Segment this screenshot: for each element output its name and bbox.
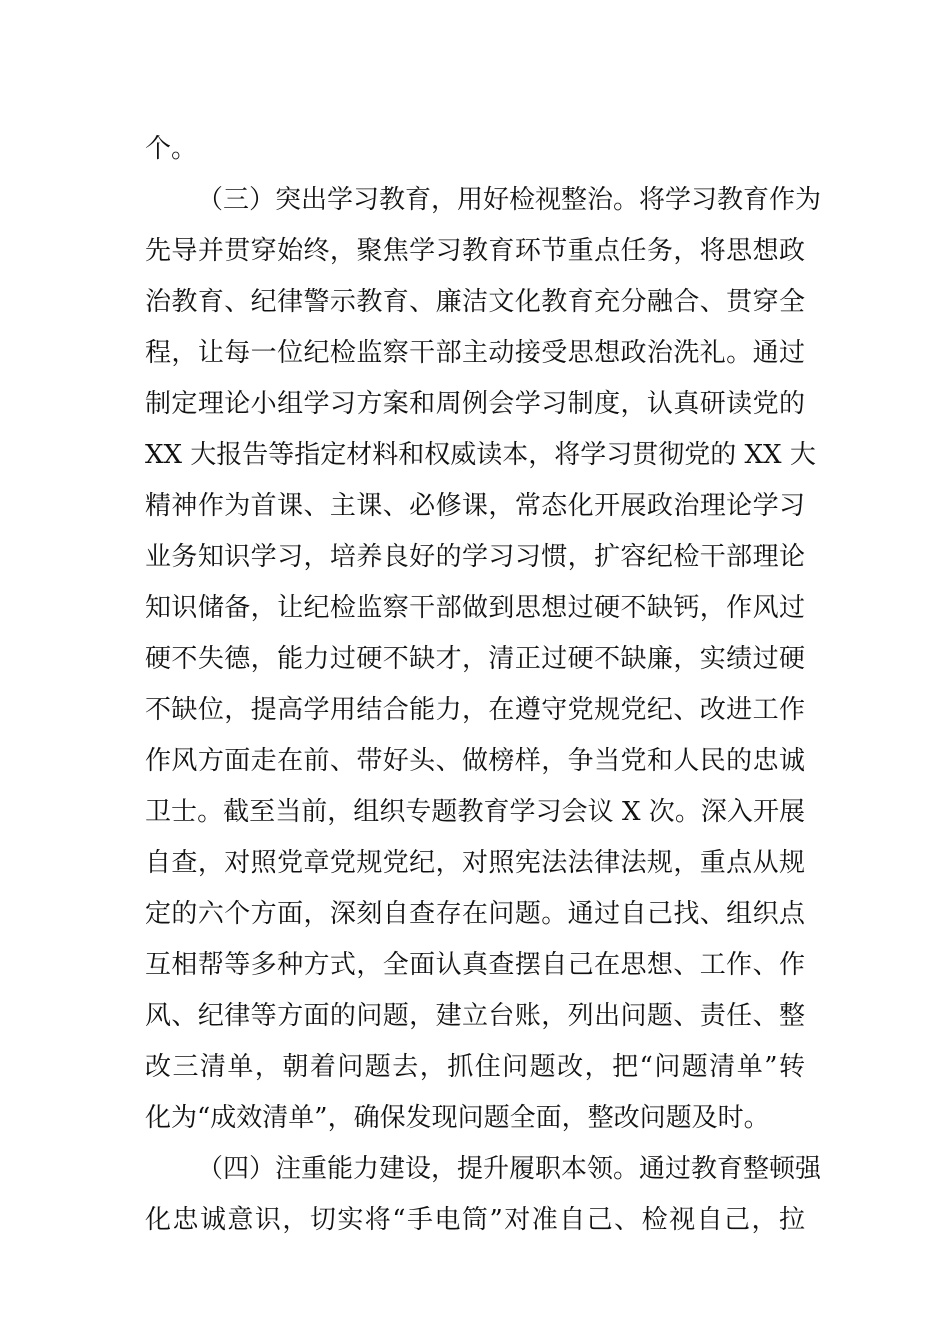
text-line: 互相帮等多种方式，全面认真查摆自己在思想、工作、作	[145, 950, 805, 980]
text-line: 知识储备，让纪检监察干部做到思想过硬不缺钙，作风过	[145, 593, 805, 623]
text-line: 个。	[145, 134, 198, 164]
text-line: 化忠诚意识，切实将“手电筒”对准自己、检视自己，拉	[145, 1205, 805, 1235]
text-line: 定的六个方面，深刻自查存在问题。通过自己找、组织点	[145, 899, 805, 929]
text-line: 化为“成效清单”，确保发现问题全面，整改问题及时。	[145, 1103, 770, 1133]
section-heading-line: （三）突出学习教育，用好检视整治。将学习教育作为	[197, 185, 822, 215]
text-line: 制定理论小组学习方案和周例会学习制度，认真研读党的	[145, 389, 805, 419]
text-line: 自查，对照党章党规党纪，对照宪法法律法规，重点从规	[145, 848, 805, 878]
text-line: 作风方面走在前、带好头、做榜样，争当党和人民的忠诚	[145, 746, 805, 776]
text-line: 治教育、纪律警示教育、廉洁文化教育充分融合、贯穿全	[145, 287, 805, 317]
text-line: 卫士。截至当前，组织专题教育学习会议 X 次。深入开展	[145, 797, 805, 827]
text-line: 不缺位，提高学用结合能力，在遵守党规党纪、改进工作	[145, 695, 805, 725]
text-line: 业务知识学习，培养良好的学习习惯，扩容纪检干部理论	[145, 542, 805, 572]
text-line: 精神作为首课、主课、必修课，常态化开展政治理论学习	[145, 491, 805, 521]
text-line: 改三清单，朝着问题去，抓住问题改，把“问题清单”转	[145, 1052, 805, 1082]
text-line: XX 大报告等指定材料和权威读本，将学习贯彻党的 XX 大	[145, 440, 816, 470]
section-heading-line: （四）注重能力建设，提升履职本领。通过教育整顿强	[197, 1154, 822, 1184]
text-line: 程，让每一位纪检监察干部主动接受思想政治洗礼。通过	[145, 338, 805, 368]
text-line: 先导并贯穿始终，聚焦学习教育环节重点任务，将思想政	[145, 236, 805, 266]
text-line: 风、纪律等方面的问题，建立台账，列出问题、责任、整	[145, 1001, 805, 1031]
text-line: 硬不失德，能力过硬不缺才，清正过硬不缺廉，实绩过硬	[145, 644, 805, 674]
